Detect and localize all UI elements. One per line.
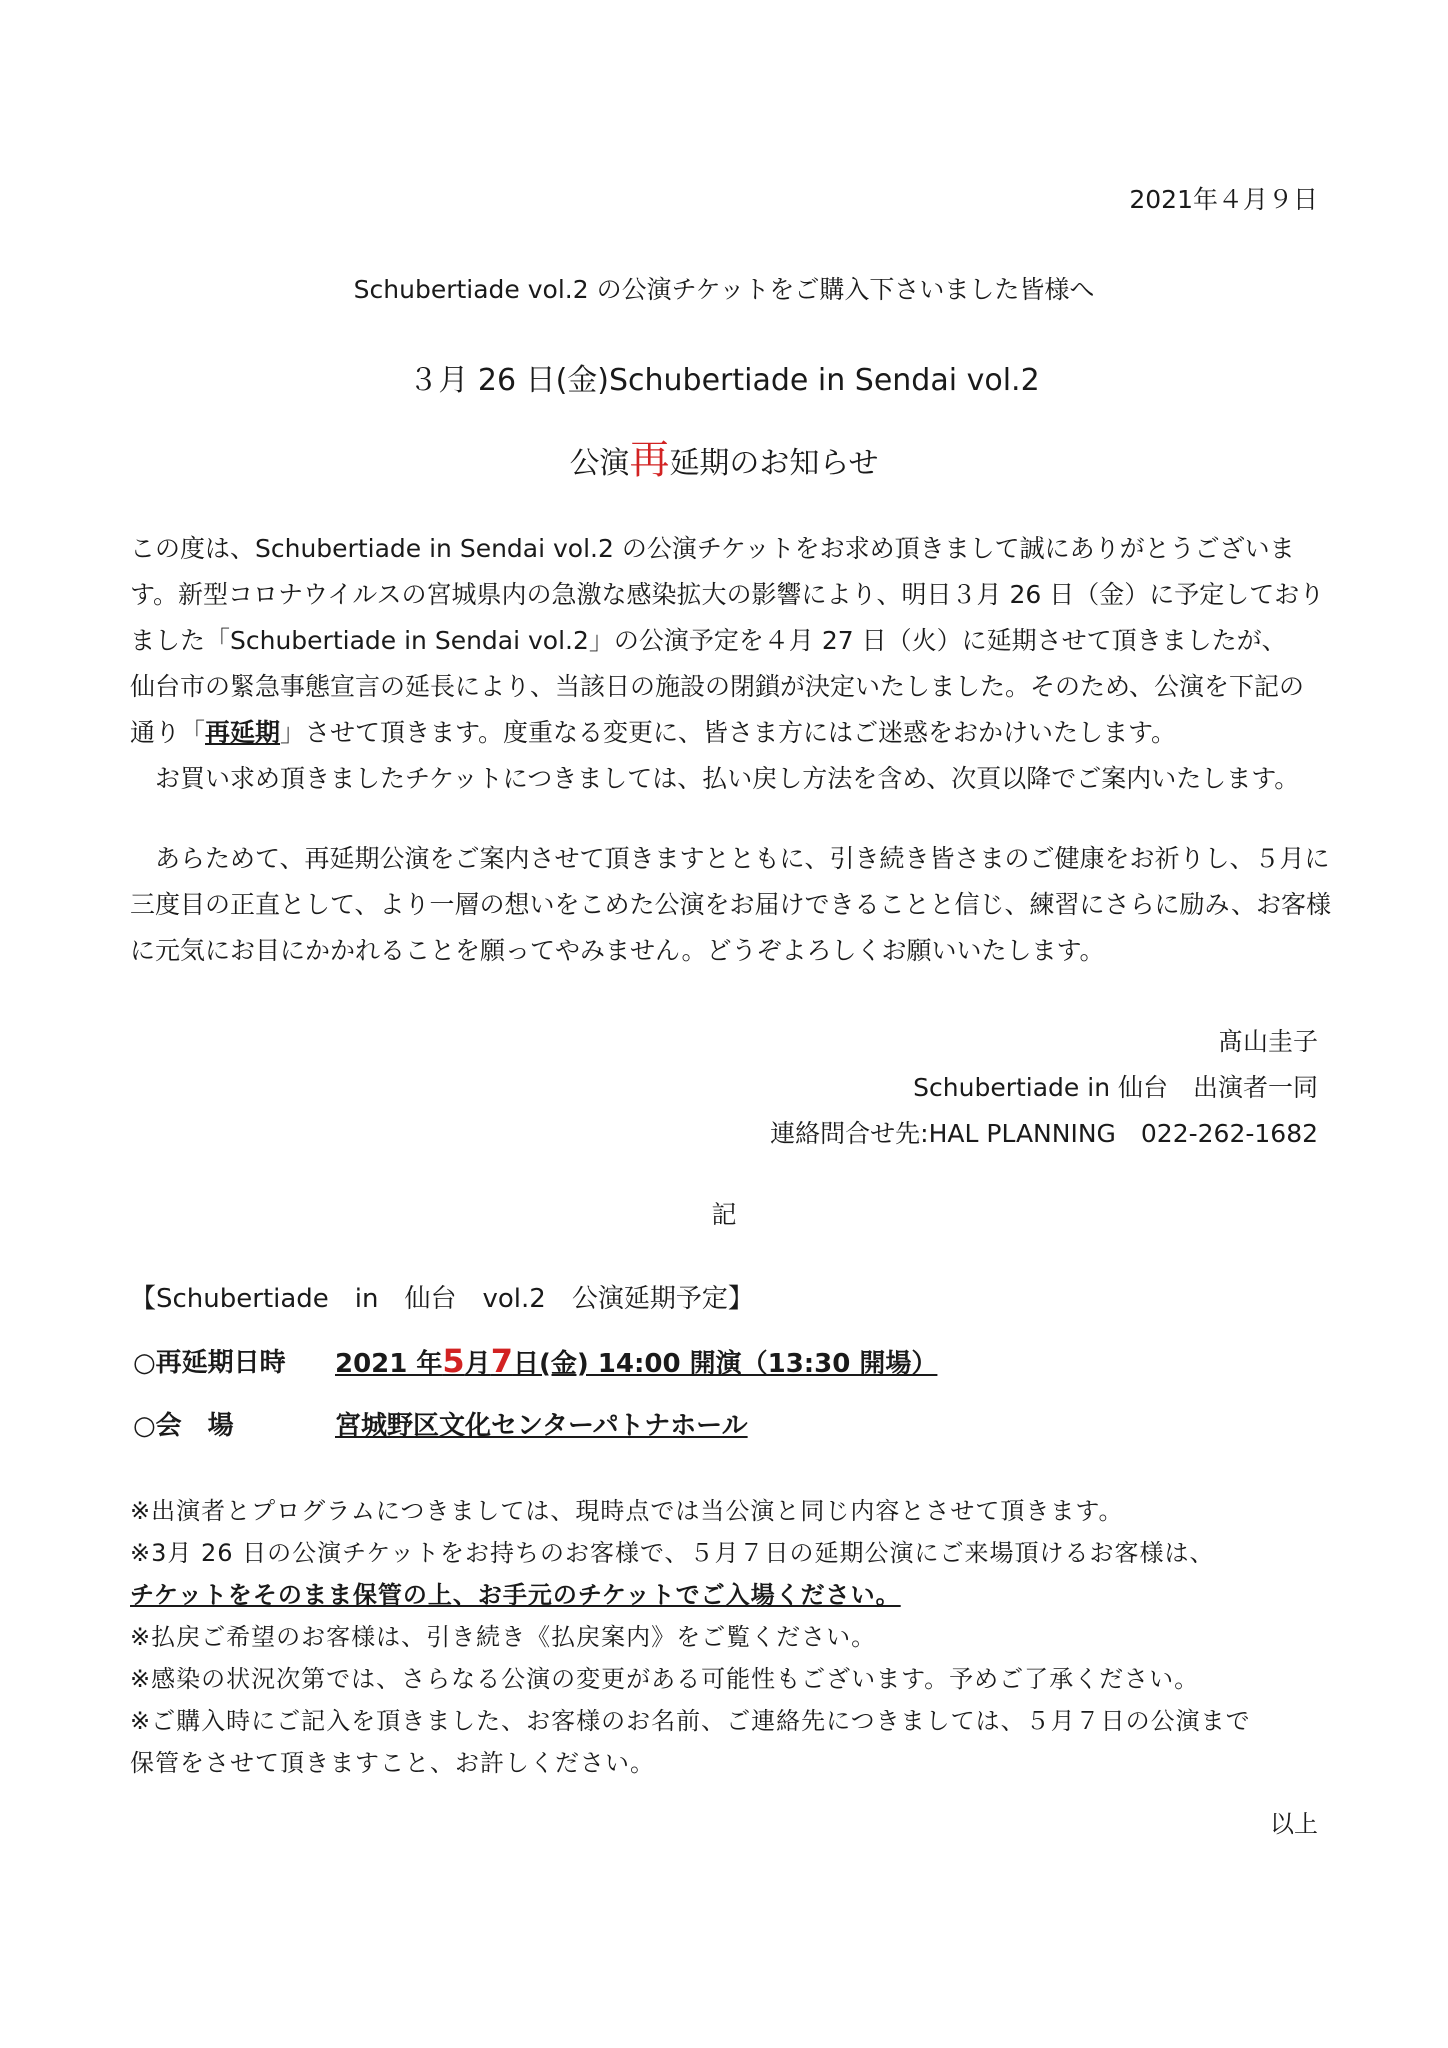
note-item-emphasis: チケットをそのまま保管の上、お手元のチケットでご入場ください。 xyxy=(130,1581,901,1609)
signature-group: Schubertiade in 仙台 出演者一同 xyxy=(913,1073,1318,1102)
schedule-venue-label: ○会 場 xyxy=(133,1411,234,1441)
closing-mark: 以上 xyxy=(1270,1810,1318,1838)
body-paragraph-2 xyxy=(130,836,1330,974)
notice-title xyxy=(0,428,1448,485)
date-text: 月 xyxy=(464,1349,491,1379)
re-postpone-emphasis: 再延期 xyxy=(205,718,281,747)
body-line-text: 」させて頂きます。度重なる変更に、皆さま方にはご迷惑をおかけいたします。 xyxy=(280,718,1177,747)
signature-name: 髙山圭子 xyxy=(1217,1027,1318,1056)
date-month: 5 xyxy=(442,1342,465,1380)
addressee-line: Schubertiade vol.2 の公演チケットをご購入下さいました皆様へ xyxy=(353,275,1095,304)
body-line: 仙台市の緊急事態宣言の延長により、当該日の施設の閉鎖が決定いたしました。そのため、公演を下記の xyxy=(130,672,1305,701)
body-line xyxy=(130,710,1330,756)
notice-title-before: 公演 xyxy=(569,446,630,481)
note-item: ※払戻ご希望のお客様は、引き続き《払戻案内》をご覧ください。 xyxy=(130,1623,877,1651)
body-line: に元気にお目にかかれることを願ってやみません。どうぞよろしくお願いいたします。 xyxy=(130,936,1105,965)
body-line: あらためて、再延期公演をご案内させて頂きますとともに、引き続き皆さまのご健康をお祈りし、５月に xyxy=(130,844,1330,873)
signature-contact: 連絡問合せ先:HAL PLANNING 022-262-1682 xyxy=(770,1119,1318,1148)
ki-heading: 記 xyxy=(711,1200,737,1229)
date-text: 日(金) 14:00 開演（13:30 開場） xyxy=(512,1349,938,1379)
schedule-date-value xyxy=(335,1342,937,1380)
body-line: お買い求め頂きましたチケットにつきましては、払い戻し方法を含め、次頁以降でご案内いたします。 xyxy=(130,764,1300,793)
date-text: 2021 年 xyxy=(335,1349,443,1379)
date-day: 7 xyxy=(490,1342,513,1380)
event-title: ３月 26 日(金)Schubertiade in Sendai vol.2 xyxy=(408,363,1040,398)
body-line: 三度目の正直として、より一層の想いをこめた公演をお届けできることと信じ、練習にさらに励み、お客様 xyxy=(130,890,1332,919)
body-paragraph-1 xyxy=(130,526,1330,802)
note-item: ※出演者とプログラムにつきましては、現時点では当公演と同じ内容とさせて頂きます。 xyxy=(130,1497,1124,1525)
note-item: ※ご購入時にご記入を頂きました、お客様のお名前、ご連絡先につきましては、５月７日の公演まで xyxy=(130,1707,1251,1735)
body-line: す。新型コロナウイルスの宮城県内の急激な感染拡大の影響により、明日３月 26 日（金）に予定しており xyxy=(130,580,1325,609)
body-line-text: 通り「 xyxy=(130,718,206,747)
schedule-title: 【Schubertiade in 仙台 vol.2 公演延期予定】 xyxy=(130,1284,754,1314)
schedule-venue-value: 宮城野区文化センターパトナホール xyxy=(335,1411,748,1441)
note-item: 保管をさせて頂きますこと、お許しください。 xyxy=(130,1749,655,1777)
note-item: ※3月 26 日の公演チケットをお持ちのお客様で、５月７日の延期公演にご来場頂けるお客様は、 xyxy=(130,1539,1215,1567)
document-date: 2021年４月９日 xyxy=(1129,185,1318,214)
notice-title-highlight: 再 xyxy=(629,437,670,483)
body-line: ました「Schubertiade in Sendai vol.2」の公演予定を４月 27 日（火）に延期させて頂きましたが、 xyxy=(130,626,1287,655)
notes-list xyxy=(130,1490,1251,1784)
notice-title-after: 延期のお知らせ xyxy=(669,446,879,481)
body-line: この度は、Schubertiade in Sendai vol.2 の公演チケットをお求め頂きまして誠にありがとうございま xyxy=(130,534,1295,563)
schedule-date-label: ○再延期日時 xyxy=(133,1348,286,1378)
note-item: ※感染の状況次第では、さらなる公演の変更がある可能性もございます。予めご了承ください。 xyxy=(130,1665,1200,1693)
